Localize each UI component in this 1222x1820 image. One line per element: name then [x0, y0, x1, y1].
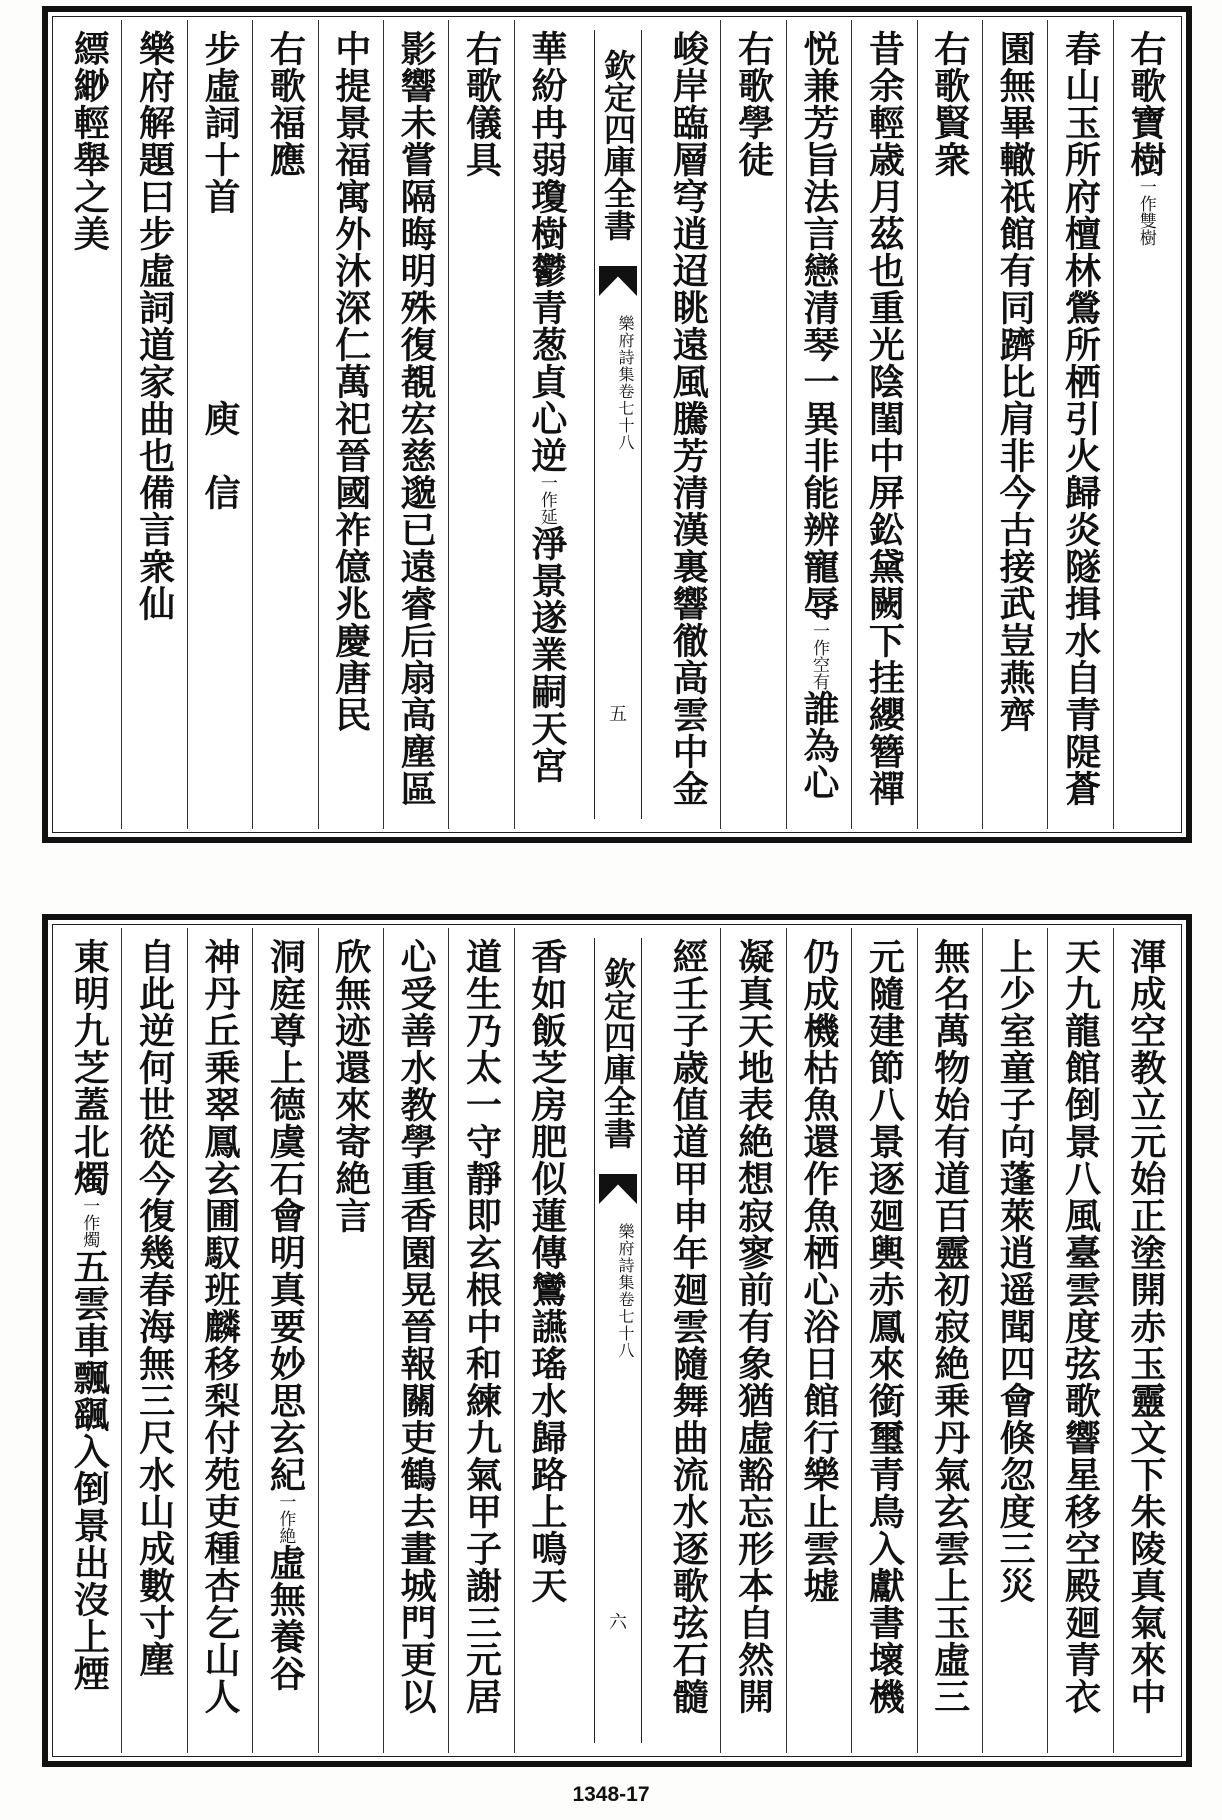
text-column — [986, 30, 1043, 819]
text-column — [191, 938, 248, 1743]
column-rule — [514, 20, 515, 829]
text-column — [790, 30, 847, 819]
column-text: 右歌學徒 — [732, 30, 775, 178]
column-text: 元隨建節八景逐廻輿赤鳳來銜璽青鳥入獻書壞機 — [863, 938, 906, 1715]
column-rule — [917, 928, 918, 1753]
column-text: 自此逆何世從今復幾春海無三尺水山成數寸塵 — [133, 938, 176, 1678]
upper-columns — [56, 20, 1178, 829]
book-title: 樂府詩集 — [616, 1223, 635, 1291]
column-text: 中提景福寓外沐深仁萬祀晉國祚億兆慶唐民 — [329, 30, 372, 733]
text-column — [191, 30, 248, 819]
column-rule — [917, 20, 918, 829]
variant-note: 一作絶 — [275, 1493, 296, 1544]
variant-note: 一作雙樹 — [1135, 178, 1156, 246]
column-text: 悦兼芳旨法言戀清琴一異非能辨寵辱 — [797, 30, 840, 622]
collection-title: 欽定四庫全書 — [599, 49, 637, 241]
variant-note: 一作空有 — [808, 622, 829, 690]
text-column — [725, 30, 782, 819]
column-rule — [121, 20, 122, 829]
text-column — [452, 938, 509, 1743]
column-text: 園無畢轍祇館有同躋比肩非今古接武豈燕齊 — [994, 30, 1037, 733]
lower-page — [42, 914, 1192, 1767]
column-rule — [448, 928, 449, 1753]
column-rule — [1047, 20, 1048, 829]
text-column — [387, 938, 444, 1743]
book-title: 樂府詩集 — [616, 315, 635, 383]
fishtail-mark-icon — [599, 1174, 637, 1204]
text-column — [659, 938, 716, 1743]
column-text: 心受善水教學重香園晃晉報關吏鶴去畫城門更以 — [395, 938, 438, 1715]
center-fold-band — [594, 30, 642, 819]
text-column — [256, 30, 313, 819]
lower-columns — [56, 928, 1178, 1753]
volume-label: 卷七十八 — [616, 383, 635, 451]
column-text: 樂府解題曰步虛詞道家曲也備言衆仙 — [133, 30, 176, 622]
column-text: 渾成空教立元始正塗開赤玉靈文下朱陵真氣來中 — [1124, 938, 1167, 1715]
folio-number: 五 — [609, 704, 627, 725]
column-text: 凝真天地表絶想寂寥前有象猶虛豁忘形本自然開 — [732, 938, 775, 1715]
column-rule — [982, 20, 983, 829]
column-text: 右歌賢衆 — [928, 30, 971, 178]
column-rule — [851, 928, 852, 1753]
column-rule — [786, 20, 787, 829]
column-rule — [318, 928, 319, 1753]
column-rule — [1113, 20, 1114, 829]
variant-note: 一作燭 — [79, 1197, 100, 1248]
column-rule — [1047, 928, 1048, 1753]
column-rule — [383, 20, 384, 829]
column-rule — [187, 20, 188, 829]
text-column — [452, 30, 509, 819]
column-text-tail: 五雲車飄颻入倒景出沒上煙 — [68, 1248, 111, 1692]
book-volume-label — [603, 1223, 633, 1359]
text-column — [855, 938, 912, 1743]
column-rule — [252, 928, 253, 1753]
fishtail-mark-icon — [599, 266, 637, 296]
text-column — [1117, 938, 1174, 1743]
text-column — [855, 30, 912, 819]
column-rule — [121, 928, 122, 1753]
column-text: 欣無迹還來寄絶言 — [329, 938, 372, 1234]
column-text: 神丹丘乗翠鳳玄圃馭班麟移梨付苑吏種杏乞山人 — [198, 938, 241, 1715]
center-fold-band — [594, 938, 642, 1743]
column-text: 步虛詞十首 庾 信 — [198, 30, 241, 511]
column-rule — [383, 928, 384, 1753]
column-text: 道生乃太一守靜即玄根中和練九氣甲子謝三元居 — [460, 938, 503, 1715]
column-text-tail: 淨景遂業嗣天宮 — [525, 525, 568, 784]
text-column — [387, 30, 444, 819]
text-column — [921, 938, 978, 1743]
column-rule — [982, 928, 983, 1753]
column-text: 上少室童子向蓬萊逍遥聞四會倏忽度三災 — [994, 938, 1037, 1604]
column-text: 峻岸臨層穹逍迢眺遠風騰芳清漢裏響徹高雲中金 — [667, 30, 710, 807]
column-text: 香如飯芝房肥似蓮傳鸞讌瑤水歸路上鳴天 — [525, 938, 568, 1604]
variant-note: 一作延 — [536, 474, 557, 525]
text-column — [986, 938, 1043, 1743]
column-text: 華紛冉弱瓊樹鬱青葱貞心逆 — [525, 30, 568, 474]
book-volume-label — [603, 315, 633, 451]
column-rule — [720, 20, 721, 829]
page-number: 1348-17 — [572, 1783, 650, 1806]
column-text: 影響未嘗隔晦明殊復覩宏慈邈已遠睿后扇高塵區 — [395, 30, 438, 807]
text-column — [725, 938, 782, 1743]
column-text: 昔余輕歳月茲也重光陰閨中屏鈆黛闕下挂纓簪禪 — [863, 30, 906, 807]
column-text: 天九龍館倒景八風臺雲度弦歌響星移空殿廻青衣 — [1059, 938, 1102, 1715]
column-rule — [318, 20, 319, 829]
text-column — [1051, 30, 1108, 819]
column-text: 右歌福應 — [264, 30, 307, 178]
column-text: 右歌儀具 — [460, 30, 503, 178]
text-column — [322, 30, 379, 819]
text-column — [1051, 938, 1108, 1743]
volume-label: 卷七十八 — [616, 1291, 635, 1359]
column-text: 洞庭尊上德虞石會明真要妙思玄紀 — [264, 938, 307, 1493]
column-text: 仍成機枯魚還作魚栖心浴日館行樂止雲墟 — [797, 938, 840, 1604]
column-text-tail: 虛無養谷 — [264, 1544, 307, 1692]
column-rule — [252, 20, 253, 829]
text-column — [790, 938, 847, 1743]
text-column — [126, 938, 183, 1743]
text-column — [60, 938, 117, 1743]
column-text: 經壬子歳值道甲申年廻雲隨舞曲流水逐歌弦石髓 — [667, 938, 710, 1715]
column-text: 無名萬物始有道百靈初寂絶乗丹氣玄雲上玉虛三 — [928, 938, 971, 1715]
column-text: 縹緲輕舉之美 — [68, 30, 111, 252]
text-column — [1117, 30, 1174, 819]
column-rule — [187, 928, 188, 1753]
column-text: 東明九芝蓋北燭 — [68, 938, 111, 1197]
column-rule — [786, 928, 787, 1753]
column-rule — [1113, 928, 1114, 1753]
text-column — [126, 30, 183, 819]
text-column — [921, 30, 978, 819]
text-column — [518, 30, 575, 819]
upper-page — [42, 6, 1192, 843]
folio-number: 六 — [609, 1612, 627, 1633]
column-rule — [448, 20, 449, 829]
column-rule — [851, 20, 852, 829]
text-column — [256, 938, 313, 1743]
text-column — [659, 30, 716, 819]
collection-title: 欽定四庫全書 — [599, 957, 637, 1149]
column-text: 右歌寶樹 — [1124, 30, 1167, 178]
column-text: 春山玉所府檀林鶯所栖引火歸炎隧揖水自青隄蒼 — [1059, 30, 1102, 807]
text-column — [322, 938, 379, 1743]
column-rule — [514, 928, 515, 1753]
column-text-tail: 誰為心 — [797, 690, 840, 801]
column-rule — [720, 928, 721, 1753]
text-column — [60, 30, 117, 819]
text-column — [518, 938, 575, 1743]
